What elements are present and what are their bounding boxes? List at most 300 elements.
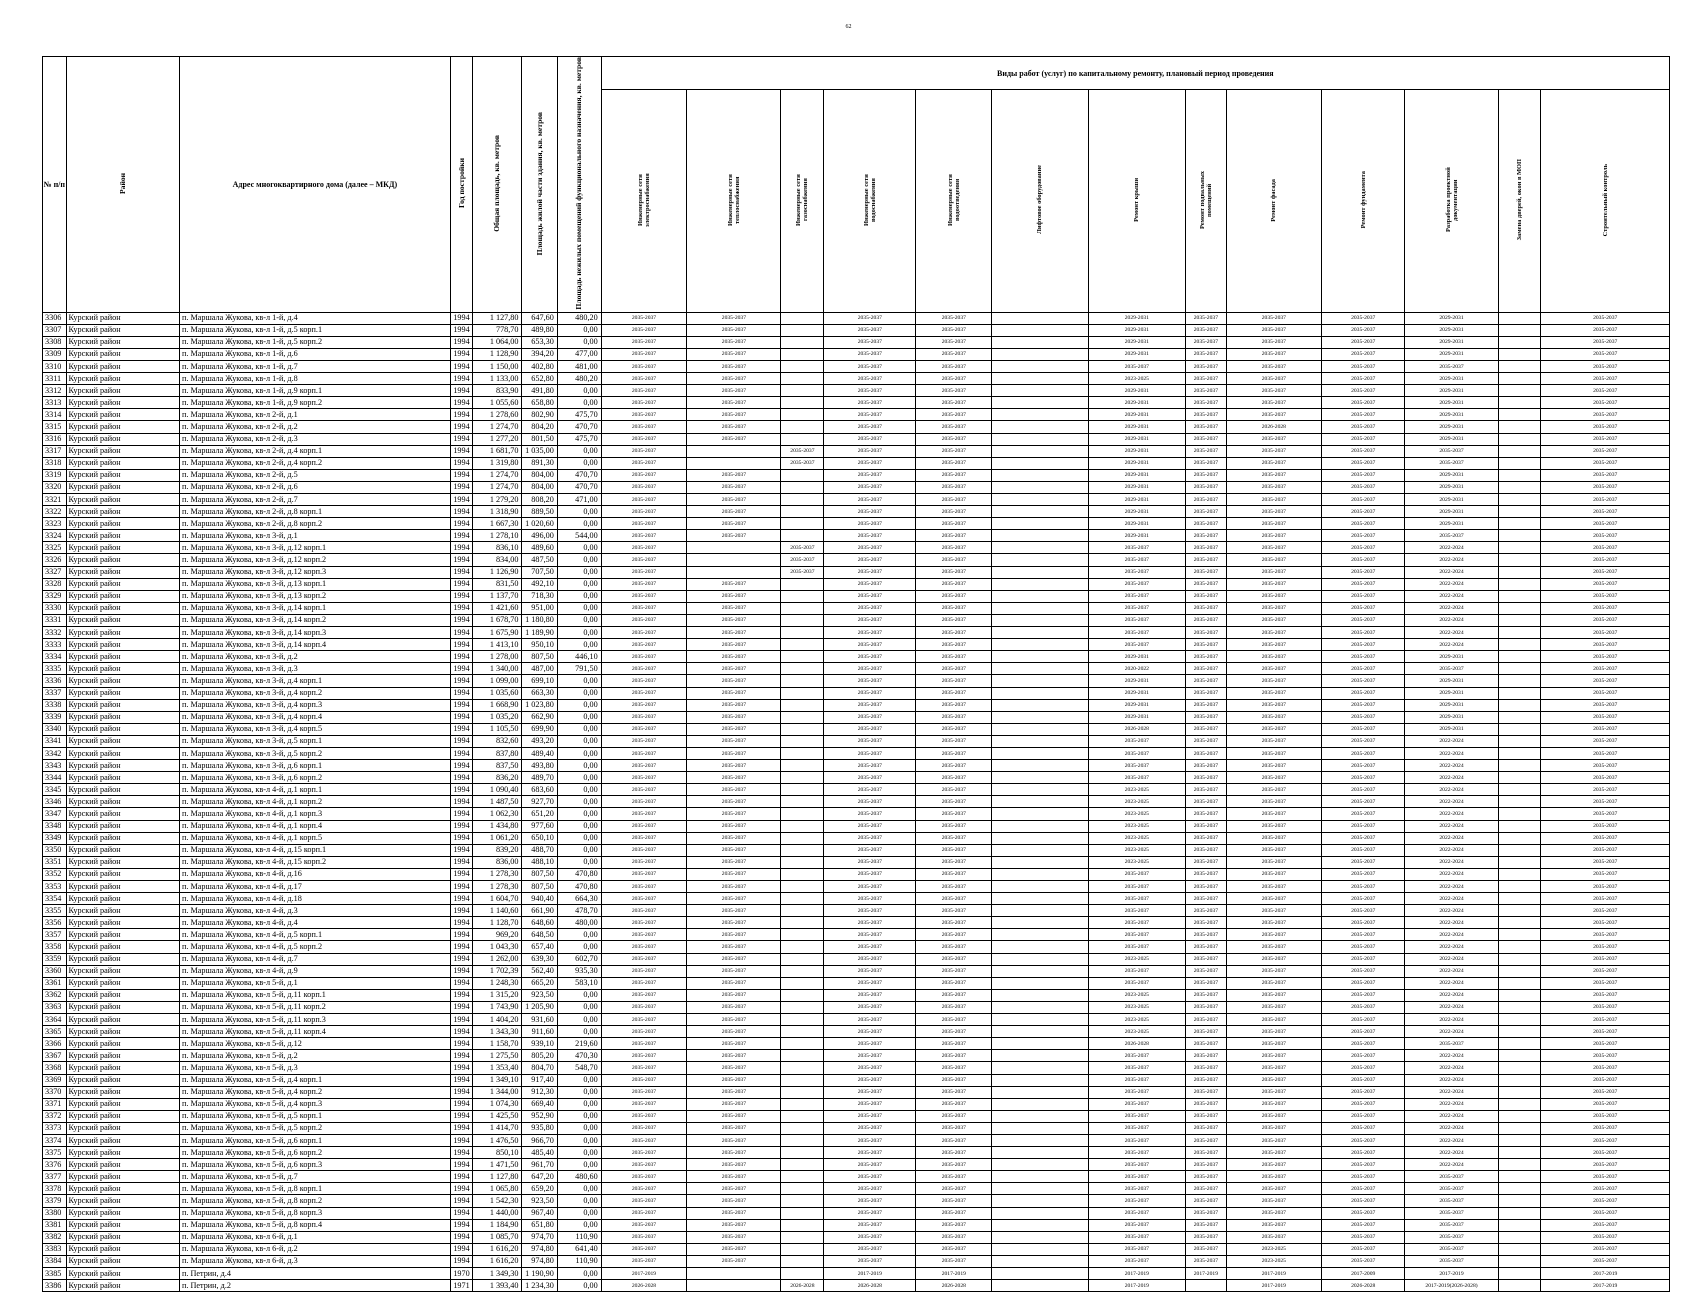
work-period-cell: 2035-2037 <box>1541 566 1670 578</box>
work-period-cell: 2035-2037 <box>824 312 916 324</box>
address-cell: п. Маршала Жукова, кв-л 5-й, д.1 <box>180 977 451 989</box>
nonres-area-cell: 0,00 <box>557 397 601 409</box>
district-cell: Курский район <box>66 1014 179 1026</box>
work-period-cell: 2035-2037 <box>601 699 687 711</box>
work-period-cell <box>781 336 824 348</box>
work-period-cell <box>1498 1207 1541 1219</box>
work-period-cell: 2035-2037 <box>601 953 687 965</box>
address-cell: п. Маршала Жукова, кв-л 3-й, д.4 корп.1 <box>180 675 451 687</box>
year-cell: 1994 <box>450 1026 472 1038</box>
year-cell: 1994 <box>450 433 472 445</box>
work-period-cell <box>992 881 1088 893</box>
district-cell: Курский район <box>66 312 179 324</box>
work-period-cell <box>992 1255 1088 1267</box>
table-row <box>43 989 1670 1001</box>
table-row <box>43 348 1670 360</box>
year-cell: 1994 <box>450 1001 472 1013</box>
total-area-cell: 1 678,70 <box>473 614 522 626</box>
work-period-cell: 2026-2028 <box>781 1280 824 1292</box>
total-area-cell: 969,20 <box>473 929 522 941</box>
work-period-cell: 2035-2037 <box>1088 1062 1185 1074</box>
year-cell: 1994 <box>450 530 472 542</box>
address-cell: п. Маршала Жукова, кв-л 2-й, д.4 корп.1 <box>180 445 451 457</box>
nonres-area-cell: 0,00 <box>557 578 601 590</box>
work-period-cell: 2035-2037 <box>1186 385 1227 397</box>
work-type-header: Лифтовое оборудование <box>992 90 1088 312</box>
work-period-cell: 2029-2031 <box>1088 457 1185 469</box>
district-cell: Курский район <box>66 1195 179 1207</box>
district-cell: Курский район <box>66 735 179 747</box>
work-period-cell: 2035-2037 <box>1541 360 1670 372</box>
work-period-cell: 2035-2037 <box>1541 336 1670 348</box>
nonres-area-cell: 446,10 <box>557 651 601 663</box>
district-cell: Курский район <box>66 1050 179 1062</box>
nonres-area-cell: 0,00 <box>557 1183 601 1195</box>
district-cell: Курский район <box>66 602 179 614</box>
work-period-cell: 2035-2037 <box>601 1219 687 1231</box>
work-period-cell: 2035-2037 <box>916 663 992 675</box>
year-cell: 1994 <box>450 614 472 626</box>
work-period-cell: 2022-2024 <box>1405 747 1498 759</box>
work-period-cell: 2023-2025 <box>1088 1001 1185 1013</box>
work-period-cell: 2035-2037 <box>1321 1001 1404 1013</box>
work-type-header: Инженерные сети теплоснабжения <box>687 90 781 312</box>
work-period-cell: 2035-2037 <box>916 941 992 953</box>
living-area-cell: 562,40 <box>522 965 557 977</box>
col-address-header: Адрес многоквартирного дома (далее – МКД) <box>180 57 451 313</box>
year-cell: 1994 <box>450 566 472 578</box>
capital-repair-table <box>42 56 1670 1292</box>
work-period-cell: 2035-2037 <box>1405 1171 1498 1183</box>
year-cell: 1994 <box>450 1110 472 1122</box>
district-cell: Курский район <box>66 651 179 663</box>
table-row <box>43 542 1670 554</box>
table-row <box>43 868 1670 880</box>
work-period-cell: 2022-2024 <box>1405 1147 1498 1159</box>
table-row <box>43 602 1670 614</box>
work-period-cell: 2023-2025 <box>1088 953 1185 965</box>
work-period-cell <box>1498 1134 1541 1146</box>
work-period-cell: 2035-2037 <box>916 433 992 445</box>
work-period-cell: 2035-2037 <box>1226 530 1321 542</box>
work-period-cell: 2022-2024 <box>1405 977 1498 989</box>
work-period-cell: 2035-2037 <box>824 373 916 385</box>
work-period-cell <box>992 977 1088 989</box>
work-period-cell: 2035-2037 <box>1088 772 1185 784</box>
work-period-cell: 2035-2037 <box>824 1207 916 1219</box>
district-cell: Курский район <box>66 929 179 941</box>
work-period-cell: 2022-2024 <box>1405 566 1498 578</box>
district-cell: Курский район <box>66 373 179 385</box>
table-row <box>43 385 1670 397</box>
work-period-cell: 2029-2031 <box>1088 506 1185 518</box>
living-area-cell: 940,40 <box>522 893 557 905</box>
nonres-area-cell: 470,80 <box>557 868 601 880</box>
work-period-cell: 2035-2037 <box>1321 506 1404 518</box>
year-cell: 1994 <box>450 929 472 941</box>
work-period-cell <box>781 421 824 433</box>
work-period-cell <box>781 723 824 735</box>
work-period-cell: 2035-2037 <box>1226 1026 1321 1038</box>
total-area-cell: 1 062,30 <box>473 808 522 820</box>
row-number: 3360 <box>43 965 67 977</box>
nonres-area-cell: 548,70 <box>557 1062 601 1074</box>
work-period-cell: 2035-2037 <box>1186 760 1227 772</box>
work-period-cell: 2035-2037 <box>1541 953 1670 965</box>
row-number: 3361 <box>43 977 67 989</box>
year-cell: 1994 <box>450 1147 472 1159</box>
work-period-cell: 2035-2037 <box>1226 469 1321 481</box>
living-area-cell: 935,80 <box>522 1122 557 1134</box>
row-number: 3318 <box>43 457 67 469</box>
district-cell: Курский район <box>66 723 179 735</box>
page-number: 62 <box>845 24 852 30</box>
work-period-cell: 2023-2025 <box>1088 844 1185 856</box>
total-area-cell: 778,70 <box>473 324 522 336</box>
work-period-cell: 2035-2037 <box>601 627 687 639</box>
work-period-cell: 2035-2037 <box>1321 1050 1404 1062</box>
work-period-cell: 2029-2031 <box>1405 723 1498 735</box>
living-area-cell: 394,20 <box>522 348 557 360</box>
work-period-cell <box>1498 1183 1541 1195</box>
work-period-cell: 2035-2037 <box>687 651 781 663</box>
work-period-cell: 2035-2037 <box>824 796 916 808</box>
living-area-cell: 489,80 <box>522 324 557 336</box>
work-period-cell <box>781 1050 824 1062</box>
work-period-cell: 2035-2037 <box>1186 1086 1227 1098</box>
work-period-cell: 2035-2037 <box>824 1062 916 1074</box>
work-period-cell: 2035-2037 <box>687 1050 781 1062</box>
address-cell: п. Маршала Жукова, кв-л 4-й, д.17 <box>180 881 451 893</box>
nonres-area-cell: 544,00 <box>557 530 601 542</box>
work-period-cell: 2035-2037 <box>824 1195 916 1207</box>
work-period-cell: 2035-2037 <box>1321 663 1404 675</box>
total-area-cell: 1 035,20 <box>473 711 522 723</box>
work-period-cell: 2035-2037 <box>1186 469 1227 481</box>
work-period-cell: 2035-2037 <box>601 494 687 506</box>
work-period-cell: 2035-2037 <box>1186 590 1227 602</box>
living-area-cell: 1 205,90 <box>522 1001 557 1013</box>
work-period-cell: 2035-2037 <box>1321 614 1404 626</box>
table-row <box>43 1038 1670 1050</box>
work-period-cell <box>1498 1159 1541 1171</box>
total-area-cell: 1 702,39 <box>473 965 522 977</box>
work-period-cell: 2035-2037 <box>687 941 781 953</box>
work-period-cell: 2029-2031 <box>1088 494 1185 506</box>
work-period-cell: 2035-2037 <box>916 1122 992 1134</box>
work-period-cell: 2035-2037 <box>1226 409 1321 421</box>
work-period-cell: 2035-2037 <box>1226 796 1321 808</box>
work-period-cell: 2035-2037 <box>824 409 916 421</box>
row-number: 3374 <box>43 1134 67 1146</box>
address-cell: п. Маршала Жукова, кв-л 4-й, д.4 <box>180 917 451 929</box>
work-period-cell: 2035-2037 <box>1541 494 1670 506</box>
district-cell: Курский район <box>66 772 179 784</box>
work-period-cell: 2035-2037 <box>824 784 916 796</box>
address-cell: п. Маршала Жукова, кв-л 5-й, д.8 корп.2 <box>180 1195 451 1207</box>
work-period-cell: 2035-2037 <box>1541 1026 1670 1038</box>
work-period-cell: 2035-2037 <box>1405 530 1498 542</box>
address-cell: п. Маршала Жукова, кв-л 1-й, д.8 <box>180 373 451 385</box>
living-area-cell: 647,60 <box>522 312 557 324</box>
total-area-cell: 1 274,70 <box>473 481 522 493</box>
work-period-cell: 2035-2037 <box>824 1098 916 1110</box>
total-area-cell: 833,90 <box>473 385 522 397</box>
work-period-cell: 2035-2037 <box>824 711 916 723</box>
district-cell: Курский район <box>66 796 179 808</box>
total-area-cell: 1 184,90 <box>473 1219 522 1231</box>
address-cell: п. Маршала Жукова, кв-л 1-й, д.5 корп.2 <box>180 336 451 348</box>
work-period-cell: 2035-2037 <box>1226 663 1321 675</box>
district-cell: Курский район <box>66 832 179 844</box>
work-period-cell: 2035-2037 <box>824 385 916 397</box>
year-cell: 1994 <box>450 905 472 917</box>
work-period-cell: 2035-2037 <box>1186 1243 1227 1255</box>
row-number: 3336 <box>43 675 67 687</box>
work-period-cell <box>781 699 824 711</box>
work-type-header: Инженерные сети электроснабжения <box>601 90 687 312</box>
work-period-cell: 2035-2037 <box>1186 893 1227 905</box>
living-area-cell: 659,20 <box>522 1183 557 1195</box>
table-row <box>43 312 1670 324</box>
nonres-area-cell: 0,00 <box>557 832 601 844</box>
work-period-cell: 2035-2037 <box>916 784 992 796</box>
row-number: 3376 <box>43 1159 67 1171</box>
address-cell: п. Маршала Жукова, кв-л 3-й, д.12 корп.2 <box>180 554 451 566</box>
total-area-cell: 831,50 <box>473 578 522 590</box>
nonres-area-cell: 664,30 <box>557 893 601 905</box>
work-period-cell: 2035-2037 <box>1226 324 1321 336</box>
work-period-cell: 2035-2037 <box>1321 360 1404 372</box>
work-period-cell: 2035-2037 <box>824 965 916 977</box>
work-period-cell: 2023-2025 <box>1088 1014 1185 1026</box>
living-area-cell: 912,30 <box>522 1086 557 1098</box>
work-period-cell: 2035-2037 <box>1088 1074 1185 1086</box>
total-area-cell: 836,20 <box>473 772 522 784</box>
work-period-cell: 2035-2037 <box>601 1255 687 1267</box>
work-period-cell <box>1498 336 1541 348</box>
work-period-cell: 2035-2037 <box>824 627 916 639</box>
work-period-cell: 2029-2031 <box>1405 675 1498 687</box>
living-area-cell: 807,50 <box>522 868 557 880</box>
work-period-cell: 2035-2037 <box>1226 614 1321 626</box>
work-period-cell: 2023-2025 <box>1088 784 1185 796</box>
work-period-cell: 2035-2037 <box>1186 1110 1227 1122</box>
work-period-cell: 2029-2031 <box>1405 336 1498 348</box>
work-period-cell: 2035-2037 <box>1321 893 1404 905</box>
work-period-cell: 2035-2037 <box>916 1219 992 1231</box>
year-cell: 1994 <box>450 373 472 385</box>
work-period-cell: 2035-2037 <box>824 856 916 868</box>
work-period-cell <box>1498 481 1541 493</box>
work-period-cell: 2035-2037 <box>1321 820 1404 832</box>
work-period-cell <box>781 651 824 663</box>
work-period-cell: 2035-2037 <box>1088 614 1185 626</box>
work-period-cell: 2035-2037 <box>687 1147 781 1159</box>
work-period-cell: 2022-2024 <box>1405 1026 1498 1038</box>
address-cell: п. Маршала Жукова, кв-л 5-й, д.11 корп.1 <box>180 989 451 1001</box>
work-period-cell: 2035-2037 <box>687 1195 781 1207</box>
work-period-cell <box>1498 929 1541 941</box>
work-period-cell: 2035-2037 <box>1541 554 1670 566</box>
year-cell: 1994 <box>450 518 472 530</box>
district-cell: Курский район <box>66 554 179 566</box>
table-row <box>43 699 1670 711</box>
total-area-cell: 1 248,30 <box>473 977 522 989</box>
work-period-cell: 2029-2031 <box>1088 675 1185 687</box>
work-period-cell: 2035-2037 <box>687 1062 781 1074</box>
district-cell: Курский район <box>66 469 179 481</box>
work-period-cell: 2035-2037 <box>916 1134 992 1146</box>
year-cell: 1994 <box>450 385 472 397</box>
total-area-cell: 1 344,00 <box>473 1086 522 1098</box>
work-period-cell: 2035-2037 <box>824 554 916 566</box>
year-cell: 1971 <box>450 1280 472 1292</box>
work-period-cell <box>1498 385 1541 397</box>
work-period-cell <box>687 566 781 578</box>
work-period-cell: 2035-2037 <box>1186 796 1227 808</box>
work-period-cell: 2035-2037 <box>1226 1147 1321 1159</box>
work-period-cell <box>781 893 824 905</box>
row-number: 3381 <box>43 1219 67 1231</box>
living-area-cell: 804,70 <box>522 1062 557 1074</box>
work-period-cell: 2035-2037 <box>601 530 687 542</box>
table-row <box>43 1098 1670 1110</box>
work-period-cell: 2035-2037 <box>824 1050 916 1062</box>
work-period-cell: 2029-2031 <box>1088 421 1185 433</box>
work-period-cell: 2035-2037 <box>1321 723 1404 735</box>
work-period-cell <box>992 1159 1088 1171</box>
work-type-header: Ремонт подвальных помещений <box>1186 90 1227 312</box>
work-period-cell <box>1498 820 1541 832</box>
table-row <box>43 844 1670 856</box>
work-period-cell: 2035-2037 <box>1226 832 1321 844</box>
total-area-cell: 1 035,60 <box>473 687 522 699</box>
work-period-cell: 2029-2031 <box>1405 409 1498 421</box>
work-period-cell: 2029-2031 <box>1088 651 1185 663</box>
year-cell: 1994 <box>450 832 472 844</box>
work-period-cell: 2035-2037 <box>1541 675 1670 687</box>
district-cell: Курский район <box>66 506 179 518</box>
district-cell: Курский район <box>66 1243 179 1255</box>
work-period-cell: 2035-2037 <box>824 518 916 530</box>
living-area-cell: 974,80 <box>522 1243 557 1255</box>
nonres-area-cell: 0,00 <box>557 554 601 566</box>
work-period-cell: 2035-2037 <box>1186 457 1227 469</box>
work-period-cell: 2035-2037 <box>1186 348 1227 360</box>
total-area-cell: 1 421,60 <box>473 602 522 614</box>
work-period-cell: 2035-2037 <box>1405 1195 1498 1207</box>
work-period-cell <box>992 481 1088 493</box>
work-period-cell: 2035-2037 <box>687 518 781 530</box>
work-period-cell: 2035-2037 <box>687 530 781 542</box>
work-period-cell: 2022-2024 <box>1405 796 1498 808</box>
work-period-cell <box>1498 989 1541 1001</box>
work-period-cell: 2035-2037 <box>1186 868 1227 880</box>
year-cell: 1994 <box>450 1062 472 1074</box>
total-area-cell: 1 487,50 <box>473 796 522 808</box>
work-period-cell: 2035-2037 <box>687 421 781 433</box>
address-cell: п. Маршала Жукова, кв-л 1-й, д.9 корп.1 <box>180 385 451 397</box>
living-area-cell: 950,10 <box>522 639 557 651</box>
work-period-cell: 2035-2037 <box>601 1207 687 1219</box>
work-period-cell: 2035-2037 <box>916 457 992 469</box>
nonres-area-cell: 0,00 <box>557 385 601 397</box>
nonres-area-cell: 0,00 <box>557 627 601 639</box>
address-cell: п. Маршала Жукова, кв-л 5-й, д.12 <box>180 1038 451 1050</box>
work-period-cell <box>1498 1110 1541 1122</box>
work-period-cell <box>781 518 824 530</box>
address-cell: п. Маршала Жукова, кв-л 1-й, д.5 корп.1 <box>180 324 451 336</box>
nonres-area-cell: 0,00 <box>557 324 601 336</box>
work-period-cell: 2035-2037 <box>1088 917 1185 929</box>
nonres-area-cell: 0,00 <box>557 1134 601 1146</box>
address-cell: п. Маршала Жукова, кв-л 3-й, д.12 корп.3 <box>180 566 451 578</box>
work-period-cell: 2035-2037 <box>1186 1026 1227 1038</box>
row-number: 3371 <box>43 1098 67 1110</box>
work-period-cell: 2035-2037 <box>1321 336 1404 348</box>
work-period-cell <box>781 627 824 639</box>
work-period-cell: 2035-2037 <box>1321 627 1404 639</box>
work-period-cell: 2022-2024 <box>1405 844 1498 856</box>
work-type-header: Замена дверей, окон в МОП <box>1498 90 1541 312</box>
work-period-cell: 2035-2037 <box>1226 747 1321 759</box>
work-period-cell: 2022-2024 <box>1405 1001 1498 1013</box>
work-period-cell: 2035-2037 <box>1226 1086 1321 1098</box>
work-period-cell <box>781 1255 824 1267</box>
work-period-cell: 2035-2037 <box>824 1110 916 1122</box>
work-period-cell: 2035-2037 <box>1541 639 1670 651</box>
work-period-cell: 2035-2037 <box>687 699 781 711</box>
work-period-cell: 2035-2037 <box>1088 929 1185 941</box>
work-period-cell: 2023-2025 <box>1226 1255 1321 1267</box>
total-area-cell: 837,50 <box>473 760 522 772</box>
year-cell: 1994 <box>450 1098 472 1110</box>
nonres-area-cell: 0,00 <box>557 1110 601 1122</box>
row-number: 3350 <box>43 844 67 856</box>
work-period-cell: 2035-2037 <box>1541 663 1670 675</box>
work-period-cell: 2035-2037 <box>601 917 687 929</box>
work-period-cell <box>992 651 1088 663</box>
row-number: 3346 <box>43 796 67 808</box>
work-period-cell: 2023-2025 <box>1088 796 1185 808</box>
work-period-cell: 2035-2037 <box>824 893 916 905</box>
work-period-cell <box>992 457 1088 469</box>
work-period-cell: 2035-2037 <box>1405 1207 1498 1219</box>
work-period-cell: 2035-2037 <box>1226 941 1321 953</box>
address-cell: п. Маршала Жукова, кв-л 4-й, д.9 <box>180 965 451 977</box>
work-period-cell: 2035-2037 <box>1321 421 1404 433</box>
total-area-cell: 1 668,90 <box>473 699 522 711</box>
work-period-cell: 2035-2037 <box>1088 941 1185 953</box>
work-period-cell: 2035-2037 <box>1321 917 1404 929</box>
work-period-cell <box>1498 723 1541 735</box>
table-row <box>43 917 1670 929</box>
work-period-cell: 2035-2037 <box>1321 639 1404 651</box>
work-period-cell <box>992 832 1088 844</box>
row-number: 3324 <box>43 530 67 542</box>
total-area-cell: 836,00 <box>473 856 522 868</box>
row-number: 3321 <box>43 494 67 506</box>
work-period-cell: 2035-2037 <box>687 663 781 675</box>
year-cell: 1994 <box>450 699 472 711</box>
work-period-cell: 2035-2037 <box>687 1014 781 1026</box>
district-cell: Курский район <box>66 590 179 602</box>
table-row <box>43 554 1670 566</box>
address-cell: п. Маршала Жукова, кв-л 2-й, д.8 корп.1 <box>180 506 451 518</box>
work-period-cell: 2035-2037 <box>601 1074 687 1086</box>
year-cell: 1994 <box>450 1171 472 1183</box>
